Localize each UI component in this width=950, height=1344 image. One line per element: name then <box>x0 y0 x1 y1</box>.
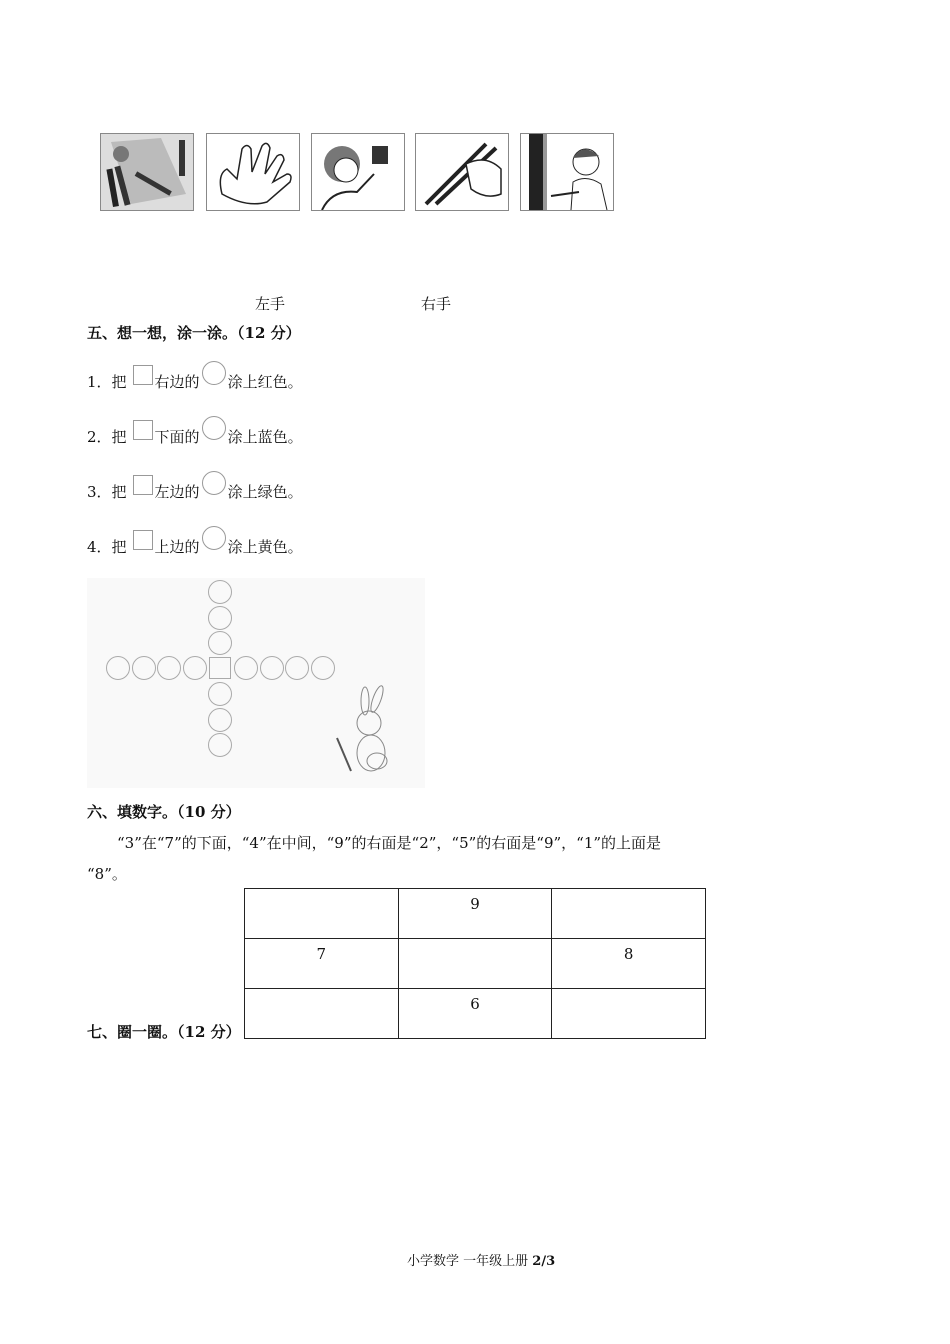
circle-icon <box>202 416 226 440</box>
grid-cell[interactable] <box>245 889 399 939</box>
circle-shape[interactable] <box>208 580 232 604</box>
item-text-b: 涂上蓝色。 <box>227 428 303 446</box>
grid-cell[interactable]: 9 <box>398 889 552 939</box>
left-hand-label: 左手 <box>255 295 286 313</box>
section6-title: 六、填数字。（10 分） <box>87 803 241 821</box>
circle-shape[interactable] <box>285 656 309 680</box>
circle-shape[interactable] <box>208 606 232 630</box>
picture-pencil-drawing <box>100 133 194 211</box>
item-text-a: 右边的 <box>154 373 200 391</box>
number-grid <box>244 888 706 1039</box>
picture-boy-at-door <box>520 133 614 211</box>
square-icon <box>133 530 153 550</box>
center-square-shape[interactable] <box>209 657 231 679</box>
grid-cell[interactable]: 7 <box>245 939 399 989</box>
item-text-a: 左边的 <box>154 483 200 501</box>
footer-text: 小学数学 一年级上册 <box>407 1254 529 1269</box>
grid-cell[interactable] <box>552 989 706 1039</box>
right-hand-label: 右手 <box>421 295 452 313</box>
grid-cell[interactable]: 8 <box>552 939 706 989</box>
circle-shape[interactable] <box>106 656 130 680</box>
section5-item-2 <box>87 422 303 447</box>
circle-shape[interactable] <box>208 733 232 757</box>
section5-item-3 <box>87 477 303 502</box>
square-icon <box>133 365 153 385</box>
item-number: 2．把 <box>87 428 127 446</box>
circle-shape[interactable] <box>183 656 207 680</box>
item-text-b: 涂上绿色。 <box>227 483 303 501</box>
square-icon <box>133 420 153 440</box>
item-text-a: 下面的 <box>154 428 200 446</box>
item-text-b: 涂上黄色。 <box>227 538 303 556</box>
circle-shape[interactable] <box>132 656 156 680</box>
circle-icon <box>202 471 226 495</box>
grid-cell[interactable] <box>552 889 706 939</box>
item-text-b: 涂上红色。 <box>227 373 303 391</box>
square-icon <box>133 475 153 495</box>
picture-girl-holding-book <box>311 133 405 211</box>
item-number: 1．把 <box>87 373 127 391</box>
circle-shape[interactable] <box>208 682 232 706</box>
circle-shape[interactable] <box>157 656 181 680</box>
circle-shape[interactable] <box>234 656 258 680</box>
item-number: 3．把 <box>87 483 127 501</box>
section5-title: 五、想一想，涂一涂。（12 分） <box>87 324 301 342</box>
section5-item-1 <box>87 367 303 392</box>
circle-icon <box>202 361 226 385</box>
item-text-a: 上边的 <box>154 538 200 556</box>
circle-icon <box>202 526 226 550</box>
circle-shape[interactable] <box>311 656 335 680</box>
section5-item-4 <box>87 532 303 557</box>
picture-chopsticks <box>415 133 509 211</box>
item-number: 4．把 <box>87 538 127 556</box>
grid-cell[interactable] <box>245 989 399 1039</box>
page-number: 2/3 <box>532 1254 556 1269</box>
picture-hand <box>206 133 300 211</box>
page-footer <box>407 1250 555 1269</box>
rabbit-painter-icon <box>327 683 407 783</box>
circle-shape[interactable] <box>208 631 232 655</box>
coloring-cross-figure <box>87 578 425 788</box>
section6-instruction-line2: “8”。 <box>87 865 127 883</box>
circle-shape[interactable] <box>260 656 284 680</box>
section6-instruction-line1: “3”在“7”的下面，“4”在中间，“9”的右面是“2”，“5”的右面是“9”，“1”的上面是 <box>117 834 662 852</box>
grid-cell[interactable]: 6 <box>398 989 552 1039</box>
circle-shape[interactable] <box>208 708 232 732</box>
section7-title: 七、圈一圈。（12 分） <box>87 1023 241 1041</box>
grid-cell[interactable] <box>398 939 552 989</box>
